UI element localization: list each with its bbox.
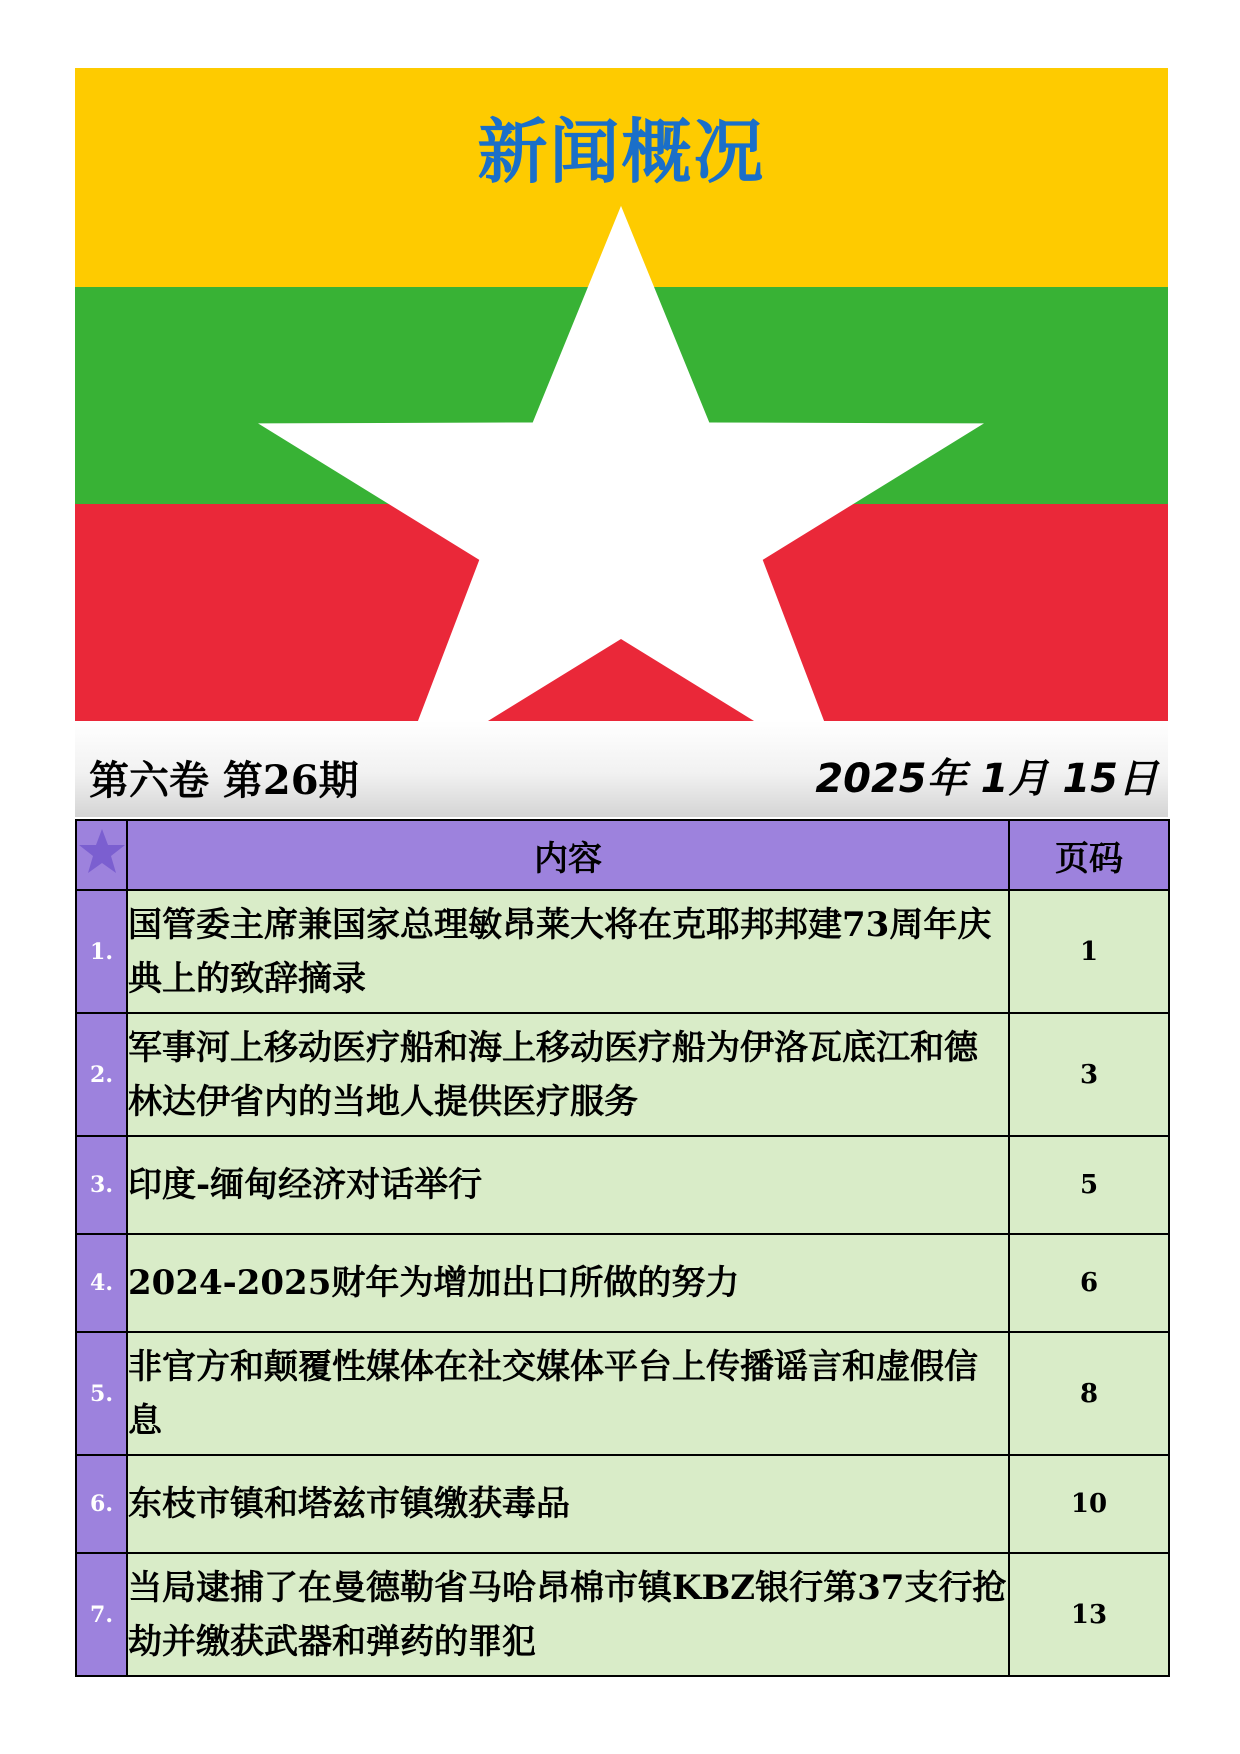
table-row[interactable] (76, 1013, 1169, 1136)
page-number: 6 (1009, 1234, 1169, 1332)
row-number: 4. (76, 1234, 127, 1332)
row-number: 5. (76, 1332, 127, 1455)
table-row[interactable] (76, 1455, 1169, 1553)
toc-corner-cell (76, 820, 127, 890)
article-title[interactable]: 军事河上移动医疗船和海上移动医疗船为伊洛瓦底江和德林达伊省内的当地人提供医疗服务 (127, 1013, 1009, 1136)
row-number: 6. (76, 1455, 127, 1553)
page-number: 1 (1009, 890, 1169, 1013)
table-row[interactable] (76, 1332, 1169, 1455)
row-number: 1. (76, 890, 127, 1013)
issue-info-bar (75, 721, 1168, 817)
page-number: 8 (1009, 1332, 1169, 1455)
article-title[interactable]: 当局逮捕了在曼德勒省马哈昂棉市镇KBZ银行第37支行抢劫并缴获武器和弹药的罪犯 (127, 1553, 1009, 1676)
table-row[interactable] (76, 1234, 1169, 1332)
row-number: 7. (76, 1553, 127, 1676)
table-row[interactable] (76, 1136, 1169, 1234)
page-number: 3 (1009, 1013, 1169, 1136)
article-title[interactable]: 非官方和颠覆性媒体在社交媒体平台上传播谣言和虚假信息 (127, 1332, 1009, 1455)
toc-col-content: 内容 (127, 820, 1009, 890)
myanmar-flag-banner (75, 68, 1168, 721)
article-title[interactable]: 国管委主席兼国家总理敏昂莱大将在克耶邦邦建73周年庆典上的致辞摘录 (127, 890, 1009, 1013)
article-title[interactable]: 2024-2025财年为增加出口所做的努力 (127, 1234, 1009, 1332)
table-of-contents (75, 819, 1170, 1677)
row-number: 2. (76, 1013, 127, 1136)
article-title[interactable]: 印度-缅甸经济对话举行 (127, 1136, 1009, 1234)
issue-date: 2025年 1月 15日 (815, 756, 1158, 802)
newsletter-title: 新闻概况 (477, 111, 766, 193)
page-number: 5 (1009, 1136, 1169, 1234)
table-row[interactable] (76, 890, 1169, 1013)
volume-issue-label: 第六卷 第26期 (89, 757, 359, 804)
toc-col-page: 页码 (1009, 820, 1169, 890)
table-row[interactable] (76, 1553, 1169, 1676)
article-title[interactable]: 东枝市镇和塔兹市镇缴获毒品 (127, 1455, 1009, 1553)
page-number: 10 (1009, 1455, 1169, 1553)
page-number: 13 (1009, 1553, 1169, 1676)
toc-header-row (76, 820, 1169, 890)
star-icon (79, 825, 125, 877)
row-number: 3. (76, 1136, 127, 1234)
